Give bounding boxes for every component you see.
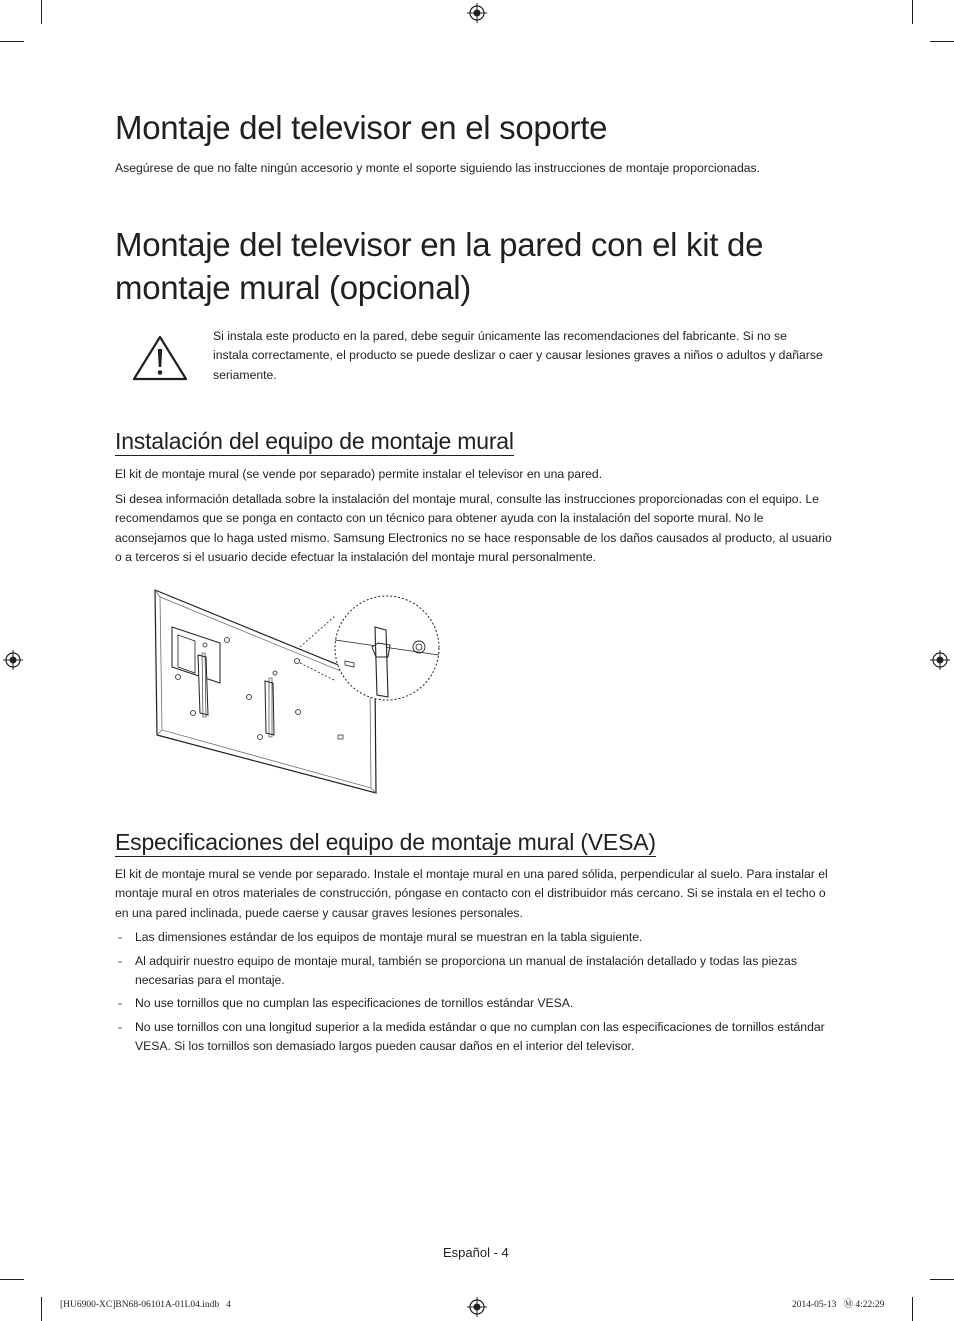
vesa-bullet-2: Al adquirir nuestro equipo de montaje mural, también se proporciona un manual de instalación detallado y todas las piezas necesarias para el montaje.	[135, 954, 797, 988]
bullet-marker: -	[118, 954, 123, 968]
registration-mark-icon	[467, 3, 487, 23]
vesa-bullet-1: Las dimensiones estándar de los equipos de montaje mural se muestran en la tabla siguiente.	[135, 930, 643, 944]
registration-mark-icon	[930, 650, 950, 670]
registration-mark-icon	[3, 650, 23, 670]
crop-mark	[930, 1279, 954, 1280]
section-title-stand: Montaje del televisor en el soporte	[115, 109, 608, 146]
bullet-marker: -	[118, 1020, 123, 1034]
vesa-bullet-4: No use tornillos con una longitud superior a la medida estándar o que no cumplan con las especificaciones de tornillos estándar VESA. Si los tornillos son demasiado largos pueden causar daños en el interior del televisor.	[135, 1020, 825, 1054]
section-title-wall-mount-line2: montaje mural (opcional)	[115, 269, 471, 306]
wall-mount-warning-text: Si instala este producto en la pared, debe seguir únicamente las recomendaciones del fabricante. Si no se instala correctamente, el producto se puede deslizar o caer y causar lesiones graves a niños o adultos y dañarse seriamente.	[213, 329, 823, 382]
crop-mark	[912, 1297, 913, 1321]
registration-mark-icon	[467, 1297, 487, 1317]
crop-mark	[912, 0, 913, 24]
stand-instructions: Asegúrese de que no falte ningún accesorio y monte el soporte siguiendo las instrucciones de montaje proporcionadas.	[115, 161, 760, 175]
page-number: Español - 4	[443, 1245, 509, 1260]
crop-mark	[41, 0, 42, 24]
caution-triangle-icon	[131, 334, 189, 382]
vesa-bullet-3: No use tornillos que no cumplan las especificaciones de tornillos estándar VESA.	[135, 996, 574, 1010]
crop-mark	[0, 1279, 24, 1280]
install-kit-details: Si desea información detallada sobre la instalación del montaje mural, consulte las instrucciones proporcionadas con el equipo. Le recomendamos que se ponga en contacto con un técnico para obtener ayuda con la instalación del soporte mural. No le aconsejamos que lo haga usted mismo. Samsung Electronics no se hace responsable de los daños causados al producto, al usuario o a terceros si el usuario decide efectuar la instalación del montaje mural personalmente.	[115, 492, 832, 564]
section-title-install-kit: Instalación del equipo de montaje mural	[115, 428, 514, 454]
section-title-vesa-specs: Especificaciones del equipo de montaje mural (VESA)	[115, 829, 656, 855]
section-title-wall-mount-line1: Montaje del televisor en la pared con el kit de	[115, 226, 764, 263]
crop-mark	[0, 41, 24, 42]
crop-mark	[930, 41, 954, 42]
crop-mark	[41, 1297, 42, 1321]
bullet-marker: -	[118, 996, 123, 1010]
wall-mount-illustration	[150, 585, 450, 795]
install-kit-intro: El kit de montaje mural (se vende por separado) permite instalar el televisor en una pared.	[115, 467, 603, 481]
print-slug-timestamp: 2014-05-13 Ⓜ 4:22:29	[792, 1300, 885, 1310]
bullet-marker: -	[118, 930, 123, 944]
vesa-intro: El kit de montaje mural se vende por separado. Instale el montaje mural en una pared sólida, perpendicular al suelo. Para instalar el montaje mural en otros materiales de construcción, póngase en contacto con el distribuidor más cercano. Si se instala en el techo o en una pared inclinada, puede caerse y causar graves lesiones personales.	[115, 867, 828, 920]
print-slug-file: [HU6900-XC]BN68-06101A-01L04.indb 4	[60, 1300, 231, 1310]
